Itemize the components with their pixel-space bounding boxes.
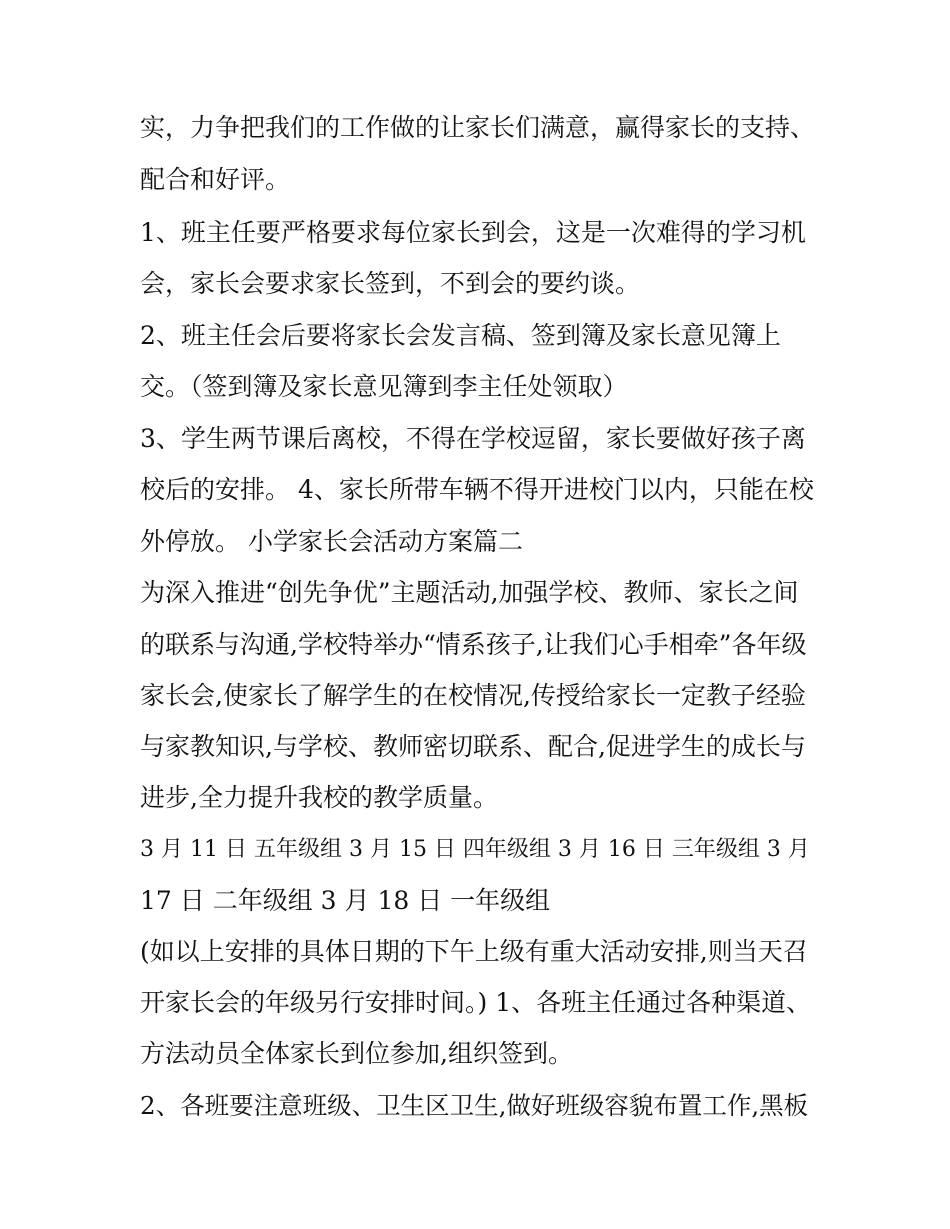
text-line: 开家长会的年级另行安排时间。) 1、各班主任通过各种渠道、 (140, 988, 812, 1017)
text-line: 与家教知识,与学校、教师密切联系、配合,促进学生的成长与 (140, 732, 806, 761)
text-line: 1、班主任要严格要求每位家长到会，这是一次难得的学习机 (140, 218, 806, 247)
text-line: 2、班主任会后要将家长会发言稿、签到簿及家长意见簿上 (140, 321, 781, 350)
text-line: 3 月 11 日 五年级组 3 月 15 日 四年级组 3 月 16 日 三年级组 3 月 (140, 837, 810, 862)
text-line: 为深入推进“创先争优”主题活动,加强学校、教师、家长之间 (140, 578, 799, 607)
text-line: 进步,全力提升我校的教学质量。 (140, 783, 498, 812)
text-line: 校后的安排。 4、家长所带车辆不得开进校门以内，只能在校 (140, 475, 814, 504)
text-line: 家长会,使家长了解学生的在校情况,传授给家长一定教子经验 (140, 681, 806, 710)
text-line: 3、学生两节课后离校，不得在学校逗留，家长要做好孩子离 (140, 424, 806, 453)
text-line: (如以上安排的具体日期的下午上级有重大活动安排,则当天召 (140, 937, 808, 966)
text-line: 17 日 二年级组 3 月 18 日 一年级组 (140, 886, 551, 915)
text-line: 交。（签到簿及家长意见簿到李主任处领取） (140, 372, 628, 401)
text-line: 方法动员全体家长到位参加,组织签到。 (140, 1039, 573, 1068)
text-line: 配合和好评。 (140, 165, 291, 194)
text-line: 实，力争把我们的工作做的让家长们满意，赢得家长的支持、 (140, 113, 816, 142)
text-line: 的联系与沟通,学校特举办“情系孩子,让我们心手相牵”各年级 (140, 630, 807, 659)
text-line: 2、各班要注意班级、卫生区卫生,做好班级容貌布置工作,黑板 (140, 1091, 809, 1120)
text-line: 会，家长会要求家长签到，不到会的要约谈。 (140, 269, 641, 298)
text-line: 外停放。 小学家长会活动方案篇二 (140, 527, 523, 556)
